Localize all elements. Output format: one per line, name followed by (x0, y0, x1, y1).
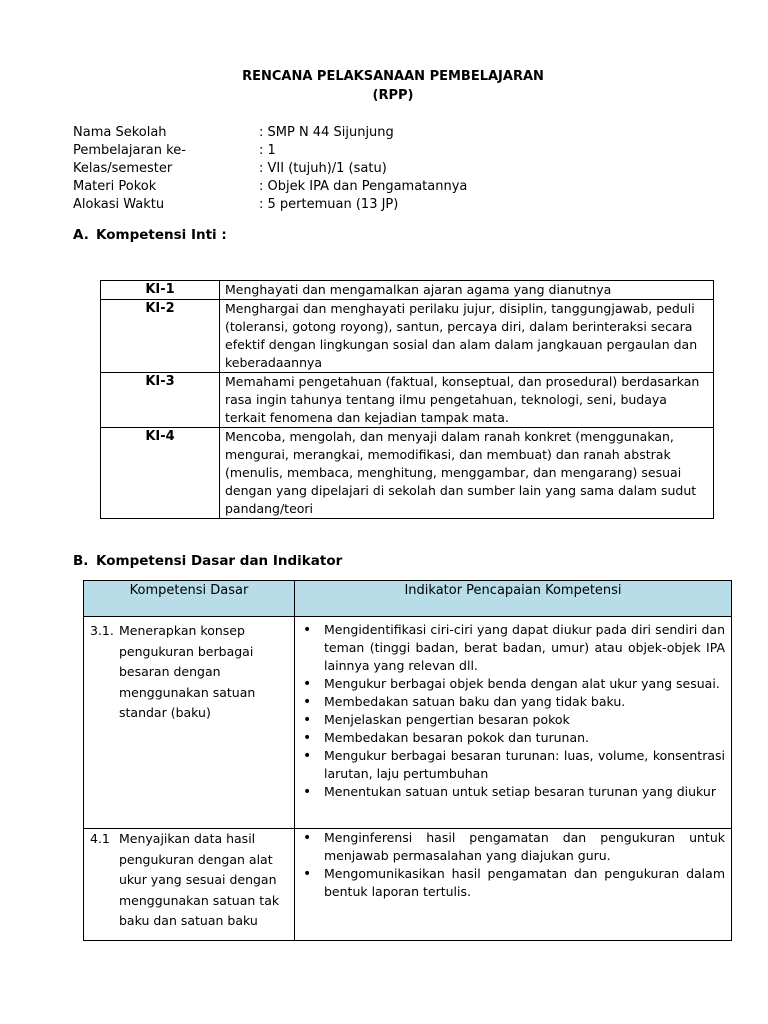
ki-description: Menghargai dan menghayati perilaku jujur, disiplin, tanggungjawab, peduli (toleransi, gotong royong), santun, percaya diri, dalam berinteraksi secara efektif dengan lingkungan sosial dan alam dalam jangkauan pergaulan dan keberadaannya (220, 300, 714, 373)
document-title: RENCANA PELAKSANAAN PEMBELAJARAN (242, 69, 544, 84)
identity-row (73, 196, 467, 214)
kd-description: Menyajikan data hasil pengukuran dengan alat ukur yang sesuai dengan menggunakan satuan tak baku dan satuan baku (119, 831, 280, 928)
identity-row (73, 142, 467, 160)
ki-description: Menghayati dan mengamalkan ajaran agama yang dianutnya (220, 281, 714, 300)
section-a-title: Kompetensi Inti : (96, 227, 227, 243)
kd-description: Menerapkan konsep pengukuran berbagai besaran dengan menggunakan satuan standar (baku) (119, 623, 256, 720)
table-row (101, 300, 714, 373)
table-header-row (84, 581, 732, 617)
indicator-cell (295, 617, 732, 829)
ki-code: KI-2 (101, 300, 220, 373)
identity-row (73, 160, 467, 178)
identity-label: Nama Sekolah (73, 125, 167, 140)
identity-value: : 5 pertemuan (13 JP) (259, 197, 399, 212)
document-subtitle: (RPP) (372, 88, 414, 103)
section-b-title: Kompetensi Dasar dan Indikator (96, 553, 343, 569)
list-item: • Mengukur berbagai objek benda dengan alat ukur yang sesuai. (303, 675, 725, 693)
kd-number: 3.1. (90, 623, 114, 638)
section-b-heading (73, 553, 342, 569)
table-row (101, 373, 714, 428)
list-item: • Membedakan satuan baku dan yang tidak baku. (303, 693, 725, 711)
kd-cell (84, 617, 295, 829)
identity-label: Kelas/semester (73, 161, 173, 176)
table-row (84, 829, 732, 941)
list-item: • Mengukur berbagai besaran turunan: luas, volume, konsentrasi larutan, laju pertumbuhan (303, 747, 725, 783)
kompetensi-dasar-table (83, 580, 732, 941)
identity-row (73, 124, 467, 142)
list-item: • Mengomunikasikan hasil pengamatan dan pengukuran dalam bentuk laporan tertulis. (303, 865, 725, 901)
identity-label: Materi Pokok (73, 179, 157, 194)
section-a-letter: A. (73, 227, 89, 243)
kompetensi-inti-table (100, 280, 714, 519)
ki-code: KI-3 (101, 373, 220, 428)
list-item: • Menginferensi hasil pengamatan dan pengukuran untuk menjawab permasalahan yang diajukan guru. (303, 829, 725, 865)
identity-value: : VII (tujuh)/1 (satu) (259, 161, 387, 176)
kd-text-block (84, 617, 294, 724)
ki-code: KI-4 (101, 428, 220, 519)
ki-code: KI-1 (101, 281, 220, 300)
kd-text-block (84, 829, 294, 932)
identity-value: : Objek IPA dan Pengamatannya (259, 179, 468, 194)
indicator-cell (295, 829, 732, 941)
column-header-indikator: Indikator Pencapaian Kompetensi (295, 581, 732, 617)
indicator-list (303, 621, 725, 801)
kd-number: 4.1 (90, 831, 110, 846)
ki-description: Memahami pengetahuan (faktual, konseptual, dan prosedural) berdasarkan rasa ingin tahunya tentang ilmu pengetahuan, teknologi, seni, budaya terkait fenomena dan kejadian tampak mata. (220, 373, 714, 428)
list-item: • Menjelaskan pengertian besaran pokok (303, 711, 725, 729)
identity-row (73, 178, 467, 196)
section-a-heading (73, 227, 227, 243)
list-item: • Menentukan satuan untuk setiap besaran turunan yang diukur (303, 783, 725, 801)
identity-block (73, 124, 467, 214)
kd-cell (84, 829, 295, 941)
column-header-kd: Kompetensi Dasar (84, 581, 295, 617)
table-row (101, 428, 714, 519)
list-item: • Mengidentifikasi ciri-ciri yang dapat diukur pada diri sendiri dan teman (tinggi badan, berat badan, umur) atau objek-objek IPA lainnya yang relevan dll. (303, 621, 725, 675)
table-row (84, 617, 732, 829)
identity-value: : SMP N 44 Sijunjung (259, 125, 394, 140)
indicator-list (303, 829, 725, 901)
identity-label: Pembelajaran ke- (73, 143, 186, 158)
identity-label: Alokasi Waktu (73, 197, 165, 212)
section-b-letter: B. (73, 553, 89, 569)
table-row (101, 281, 714, 300)
identity-value: : 1 (259, 143, 276, 158)
list-item: • Membedakan besaran pokok dan turunan. (303, 729, 725, 747)
ki-description: Mencoba, mengolah, dan menyaji dalam ranah konkret (menggunakan, mengurai, merangkai, memodifikasi, dan membuat) dan ranah abstrak (menulis, membaca, menghitung, menggambar, dan mengarang) sesuai dengan yang dipelajari di sekolah dan sumber lain yang sama dalam sudut pandang/teori (220, 428, 714, 519)
